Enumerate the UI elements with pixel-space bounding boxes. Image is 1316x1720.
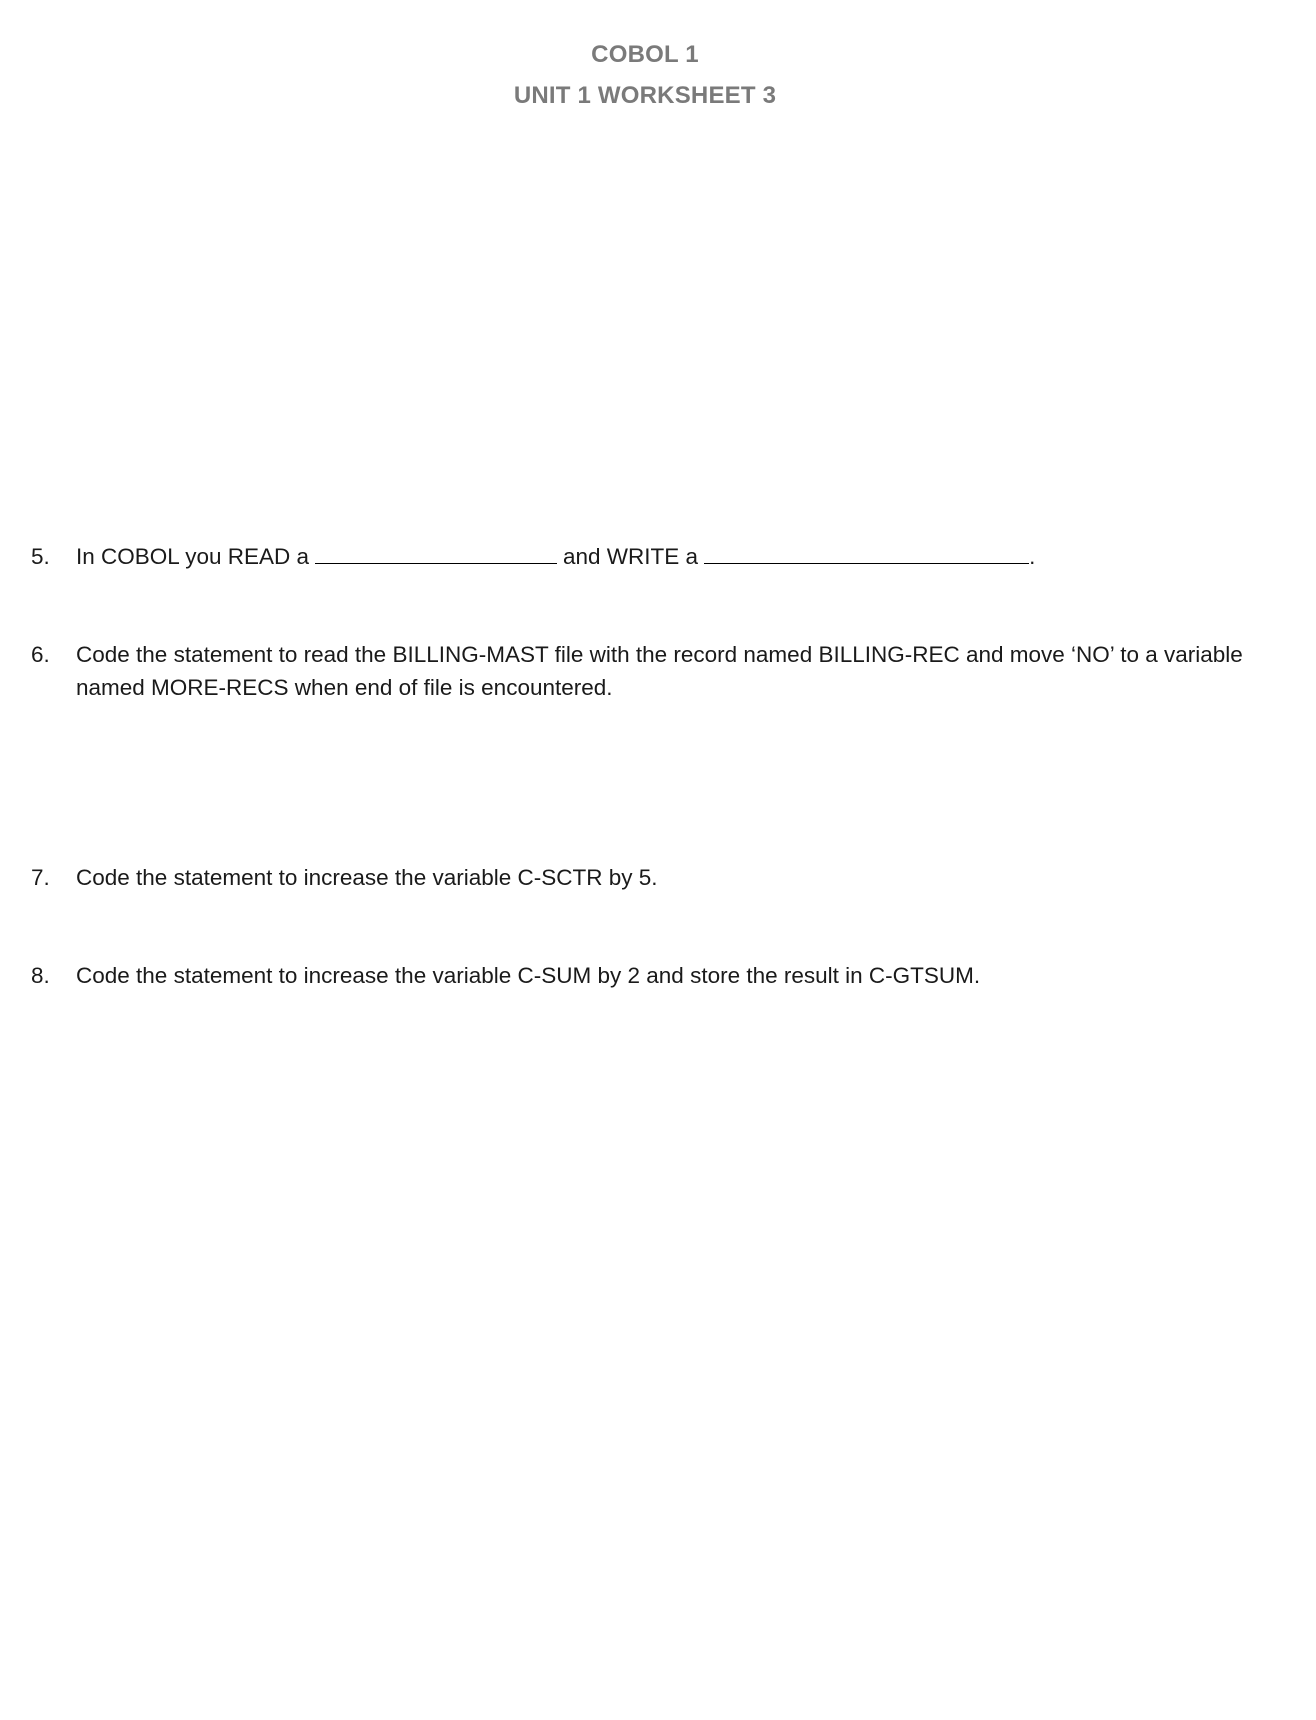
question-text-end: . (1029, 544, 1036, 569)
question-number: 5. (31, 544, 50, 569)
question-text (76, 540, 1281, 573)
question-5 (31, 540, 1281, 573)
worksheet-title: COBOL 1 (591, 41, 699, 68)
question-6 (31, 638, 1281, 704)
question-7 (31, 861, 1281, 894)
question-text-part-2: and WRITE a (563, 544, 699, 569)
question-text-part-1: In COBOL you READ a (76, 544, 310, 569)
question-text: Code the statement to increase the variable C-SCTR by 5. (76, 865, 658, 890)
question-number: 6. (31, 642, 50, 667)
worksheet-subtitle: UNIT 1 WORKSHEET 3 (513, 82, 777, 109)
answer-blank-2[interactable] (704, 562, 1029, 564)
answer-blank-1[interactable] (315, 562, 557, 564)
question-text: Code the statement to increase the variable C-SUM by 2 and store the result in C-GTSUM. (76, 963, 981, 988)
question-number: 8. (31, 963, 50, 988)
question-text: Code the statement to read the BILLING-MAST file with the record named BILLING-REC and move ‘NO’ to a variable named MORE-RECS when end of file is encountered. (76, 642, 1243, 700)
question-number: 7. (31, 865, 50, 890)
question-8 (31, 959, 1281, 992)
